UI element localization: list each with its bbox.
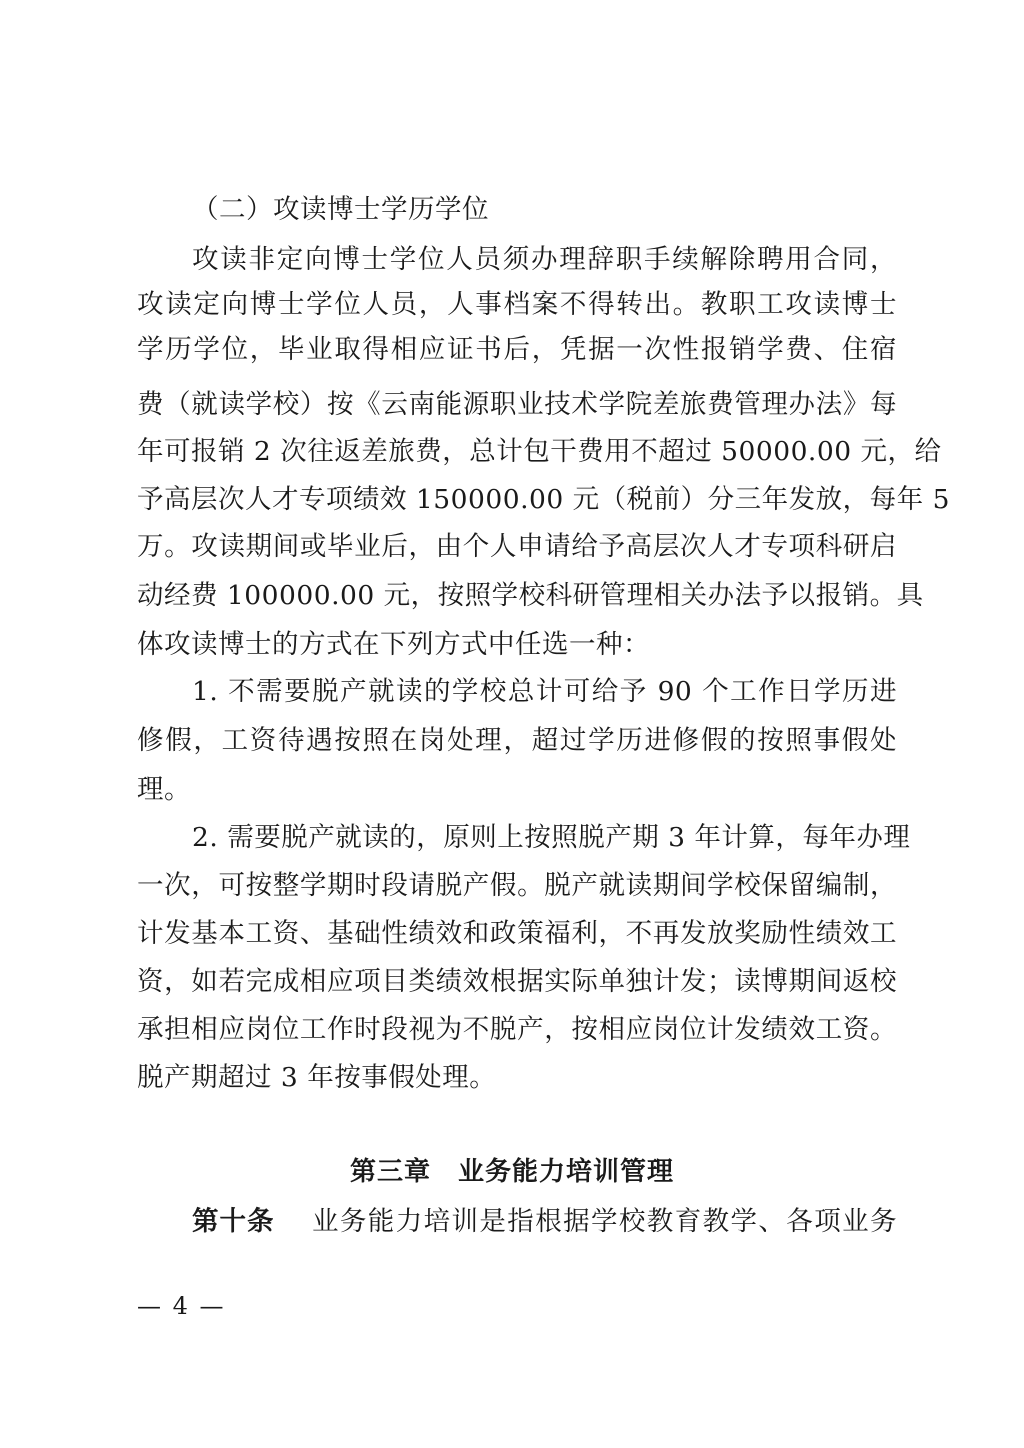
paragraph-line: 费（就读学校）按《云南能源职业技术学院差旅费管理办法》每 [137, 389, 897, 420]
list-item-2-line: 资，如若完成相应项目类绩效根据实际单独计发；读博期间返校 [137, 966, 897, 997]
section-subtitle: （二）攻读博士学历学位 [192, 194, 489, 225]
paragraph-line: 攻读非定向博士学位人员须办理辞职手续解除聘用合同， [192, 244, 897, 275]
list-item-2-line: 2. 需要脱产就读的，原则上按照脱产期 3 年计算，每年办理 [192, 822, 911, 853]
paragraph-line: 攻读定向博士学位人员，人事档案不得转出。教职工攻读博士 [137, 289, 897, 320]
article-label: 第十条 [192, 1206, 275, 1237]
paragraph-line: 体攻读博士的方式在下列方式中任选一种： [137, 629, 650, 660]
list-item-2-line: 一次，可按整学期时段请脱产假。脱产就读期间学校保留编制， [137, 870, 897, 901]
list-item-1-line: 1. 不需要脱产就读的学校总计可给予 90 个工作日学历进 [192, 676, 897, 707]
page-number: — 4 — [137, 1292, 226, 1320]
list-item-2-line: 计发基本工资、基础性绩效和政策福利，不再发放奖励性绩效工 [137, 918, 897, 949]
article-text: 业务能力培训是指根据学校教育教学、各项业务 [312, 1206, 897, 1237]
paragraph-line: 万。攻读期间或毕业后，由个人申请给予高层次人才专项科研启 [137, 531, 897, 562]
chapter-title: 第三章 业务能力培训管理 [349, 1157, 674, 1187]
paragraph-line: 予高层次人才专项绩效 150000.00 元（税前）分三年发放，每年 5 [137, 484, 950, 515]
paragraph-line: 学历学位，毕业取得相应证书后，凭据一次性报销学费、住宿 [137, 334, 897, 365]
list-item-2-line: 承担相应岗位工作时段视为不脱产，按相应岗位计发绩效工资。 [137, 1014, 897, 1045]
paragraph-line: 年可报销 2 次往返差旅费，总计包干费用不超过 50000.00 元，给 [137, 436, 942, 467]
list-item-1-line: 修假，工资待遇按照在岗处理，超过学历进修假的按照事假处 [137, 725, 897, 756]
paragraph-line: 动经费 100000.00 元，按照学校科研管理相关办法予以报销。具 [137, 580, 924, 611]
list-item-2-line: 脱产期超过 3 年按事假处理。 [137, 1062, 497, 1093]
list-item-1-line: 理。 [137, 774, 191, 805]
